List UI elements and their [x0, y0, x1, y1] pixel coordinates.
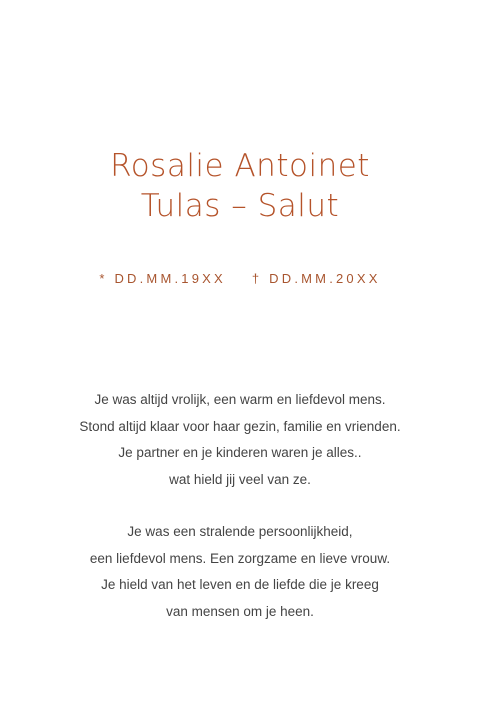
poem-stanza-1	[0, 387, 480, 493]
poem-line: wat hield jij veel van ze.	[169, 471, 311, 487]
name-line-2: Tulas – Salut	[140, 188, 340, 224]
poem-line: van mensen om je heen.	[166, 603, 314, 619]
poem-line: een liefdevol mens. Een zorgzame en lieve vrouw.	[89, 550, 391, 566]
death-date: † DD.MM.20XX	[251, 271, 381, 286]
name-line-1: Rosalie Antoinet	[110, 148, 370, 184]
birth-date: * DD.MM.19XX	[99, 271, 226, 286]
poem-line: Je partner en je kinderen waren je alles..	[118, 445, 362, 460]
poem-line: Je was een stralende persoonlijkheid,	[127, 524, 353, 539]
poem-line: Je hield van het leven en de liefde die je kreeg	[101, 577, 379, 592]
poem-line: Je was altijd vrolijk, een warm en liefdevol mens.	[94, 392, 386, 407]
dates-row	[0, 271, 480, 286]
poem-stanza-2	[0, 519, 480, 625]
poem-line: Stond altijd klaar voor haar gezin, familie en vrienden.	[79, 418, 401, 434]
